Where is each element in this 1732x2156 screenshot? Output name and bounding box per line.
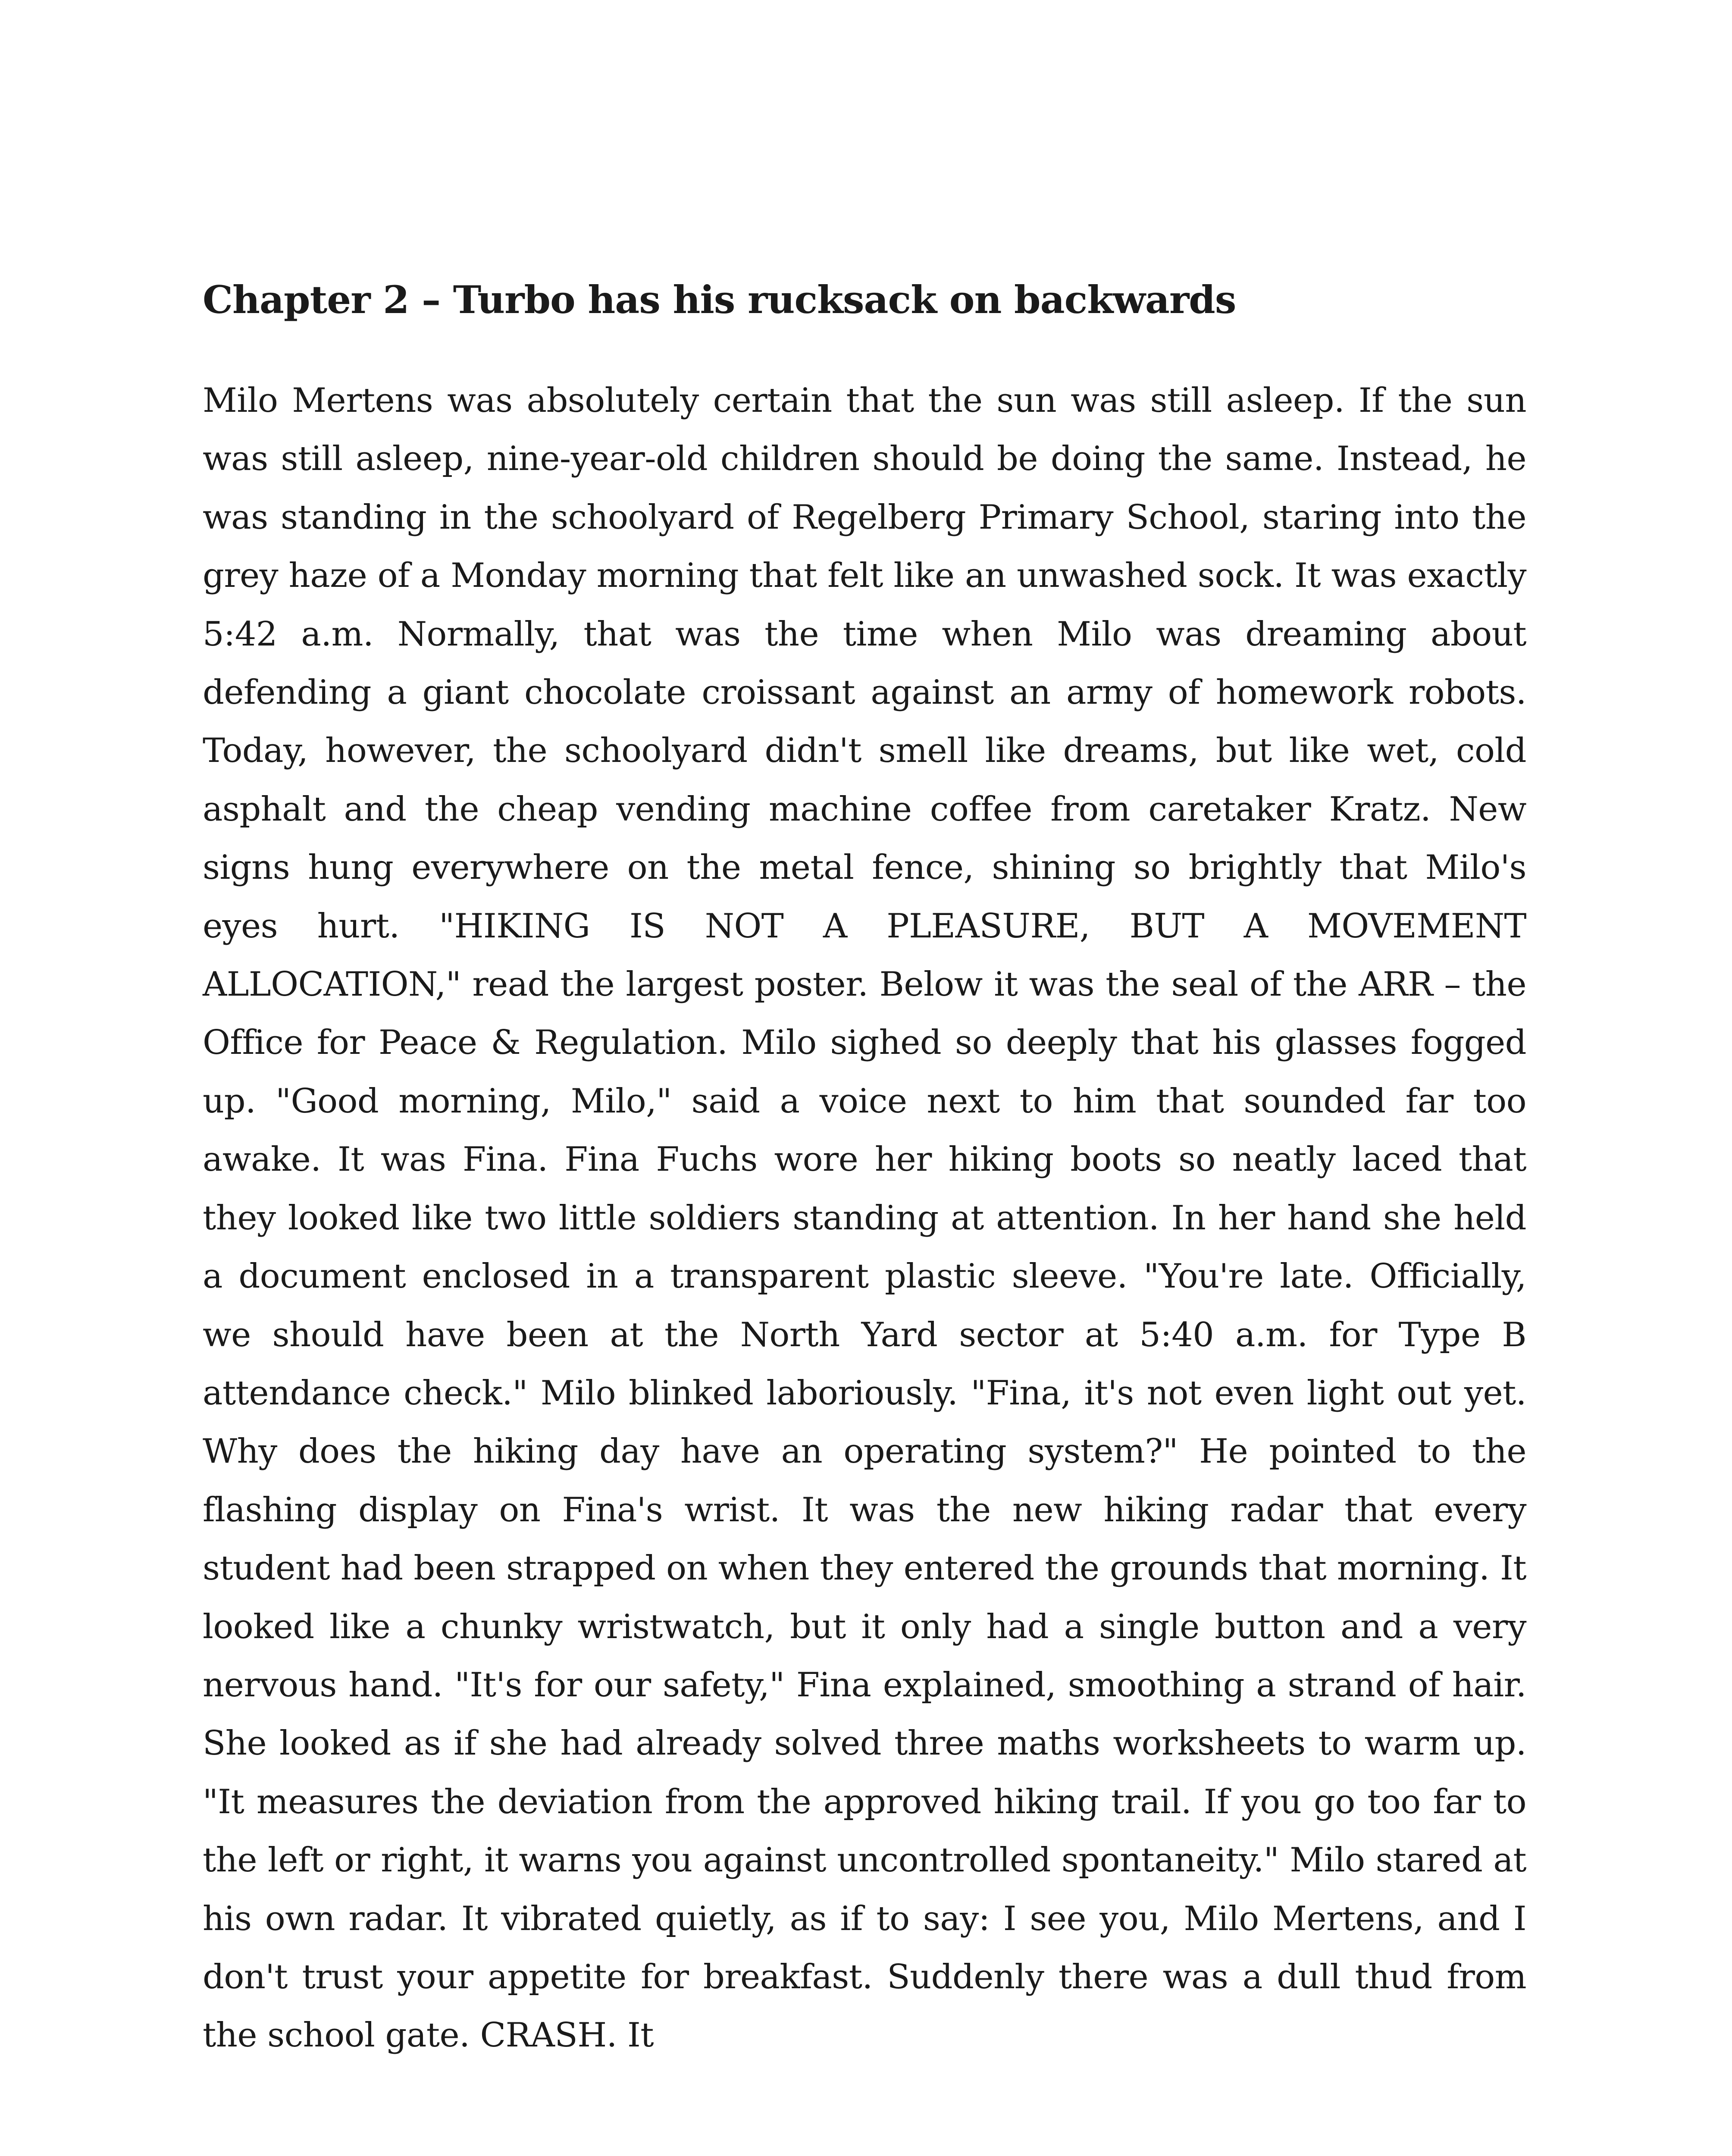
chapter-title: Chapter 2 – Turbo has his rucksack on backwards [203,277,1236,322]
body-paragraph: Milo Mertens was absolutely certain that the sun was still asleep. If the sun was still asleep, nine-year-old children should be doing the same. Instead, he was standing in the schoolyard of Regelberg Primary School, staring into the grey haze of a Monday morning that felt like an unwashed sock. It was exactly 5:42 a.m. Normally, that was the time when Milo was dreaming about defending a giant chocolate croissant against an army of homework robots. Today, however, the schoolyard didn't smell like dreams, but like wet, cold asphalt and the cheap vending machine coffee from caretaker Kratz. New signs hung everywhere on the metal fence, shining so brightly that Milo's eyes hurt. "HIKING IS NOT A PLEASURE, BUT A MOVEMENT ALLOCATION," read the largest poster. Below it was the seal of the ARR – the Office for Peace & Regulation. Milo sighed so deeply that his glasses fogged up. "Good morning, Milo," said a voice next to him that sounded far too awake. It was Fina. Fina Fuchs wore her hiking boots so neatly laced that they looked like two little soldiers standing at attention. In her hand she held a document enclosed in a transparent plastic sleeve. "You're late. Officially, we should have been at the North Yard sector at 5:40 a.m. for Type B attendance check." Milo blinked laboriously. "Fina, it's not even light out yet. Why does the hiking day have an operating system?" He pointed to the flashing display on Fina's wrist. It was the new hiking radar that every student had been strapped on when they entered the grounds that morning. It looked like a chunky wristwatch, but it only had a single button and a very nervous hand. "It's for our safety," Fina explained, smoothing a strand of hair. She looked as if she had already solved three maths worksheets to warm up. "It measures the deviation from the approved hiking trail. If you go too far to the left or right, it warns you against uncontrolled spontaneity." Milo stared at his own radar. It vibrated quietly, as if to say: I see you, Milo Mertens, and I don't trust your appetite for breakfast. Suddenly there was a dull thud from the school gate. CRASH. It [203,381,1526,2055]
page-content [203,272,1526,2065]
